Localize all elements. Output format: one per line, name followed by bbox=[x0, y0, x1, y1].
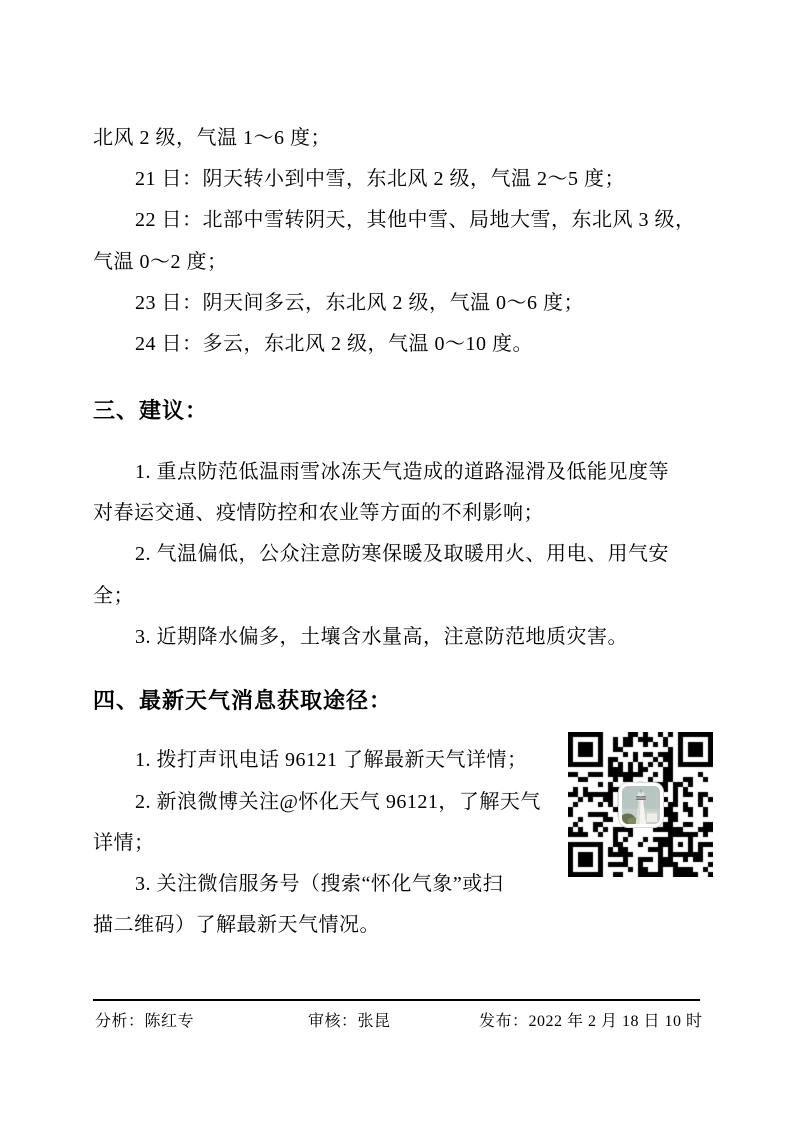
suggestion-line: 2. 气温偏低，公众注意防寒保暖及取暖用火、用电、用气安 bbox=[135, 543, 669, 565]
forecast-line: 24 日：多云，东北风 2 级，气温 0～10 度。 bbox=[135, 333, 533, 355]
suggestion-line: 对春运交通、疫情防控和农业等方面的不利影响； bbox=[93, 502, 544, 524]
footer-analyst: 分析：陈红专 bbox=[95, 1013, 195, 1030]
forecast-line: 北风 2 级，气温 1～6 度； bbox=[93, 127, 331, 149]
suggestion-line: 3. 近期降水偏多，土壤含水量高，注意防范地质灾害。 bbox=[135, 626, 628, 648]
suggestion-line: 1. 重点防范低温雨雪冰冻天气造成的道路湿滑及低能见度等 bbox=[135, 461, 669, 483]
footer-divider bbox=[93, 999, 700, 1001]
forecast-line: 气温 0～2 度； bbox=[93, 251, 228, 273]
footer-issue-time: 发布：2022 年 2 月 18 日 10 时 bbox=[479, 1013, 703, 1030]
channel-line: 详情； bbox=[93, 832, 155, 854]
footer-reviewer: 审核：张昆 bbox=[308, 1013, 391, 1030]
forecast-line: 21 日：阴天转小到中雪，东北风 2 级，气温 2～5 度； bbox=[135, 168, 625, 190]
channel-line: 2. 新浪微博关注@怀化天气 96121，了解天气 bbox=[135, 791, 541, 813]
weather-tower-photo-icon bbox=[622, 786, 660, 824]
suggestion-line: 全； bbox=[93, 585, 134, 607]
channel-line: 1. 拨打声讯电话 96121 了解最新天气详情； bbox=[135, 749, 528, 771]
forecast-line: 23 日：阴天间多云，东北风 2 级，气温 0～6 度； bbox=[135, 292, 584, 314]
wechat-qr-code bbox=[568, 732, 713, 877]
section-channels-heading: 四、最新天气消息获取途径： bbox=[93, 688, 393, 713]
section-suggestions-heading: 三、建议： bbox=[93, 398, 209, 423]
channel-line: 描二维码）了解最新天气情况。 bbox=[93, 914, 380, 936]
channel-line: 3. 关注微信服务号（搜索“怀化气象”或扫 bbox=[135, 873, 504, 895]
forecast-line: 22 日：北部中雪转阴天，其他中雪、局地大雪，东北风 3 级， bbox=[135, 209, 696, 231]
qr-center-logo bbox=[619, 783, 663, 827]
